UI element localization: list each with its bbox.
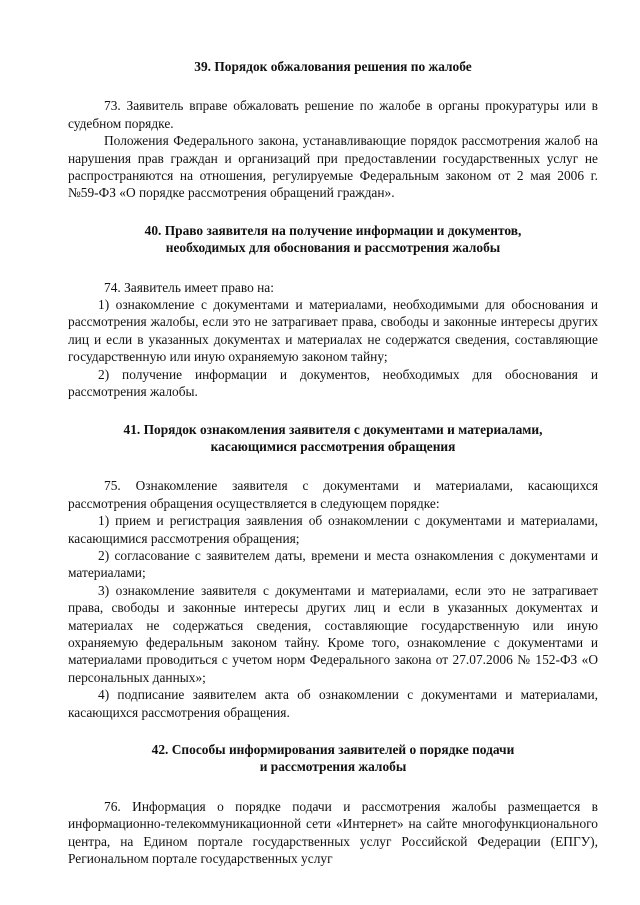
paragraph-74-item-2: 2) получение информации и документов, необходимых для обоснования и рассмотрения жалобы. bbox=[68, 366, 598, 400]
paragraph-federal-law: Положения Федерального закона, устанавливающие порядок рассмотрения жалоб на нарушения прав граждан и организаций при предоставлении государственных услуг не распространяются на отношения, регулируемые Федеральным законом от 2 мая 2006 г. №59-ФЗ «О порядке рассмотрения обращений граждан». bbox=[68, 133, 598, 201]
paragraph-75-item-3: 3) ознакомление заявителя с документами и материалами, если это не затрагивает права, свободы и законные интересы других лиц и если в указанных документах и материалах не содержаться сведения, составляющие государственную или иную охраняемую федеральным законом тайну. Кроме того, ознакомление с документами и материалами проводиться с учетом норм Федерального закона от 27.07.2006 № 152-ФЗ «О персональных данных»; bbox=[68, 582, 598, 685]
section-40-heading-line1: 40. Право заявителя на получение информации и документов, bbox=[144, 222, 522, 238]
paragraph-75: 75. Ознакомление заявителя с документами и материалами, касающихся рассмотрения обращения осуществляется в следующем порядке: bbox=[68, 478, 598, 511]
paragraph-76: 76. Информация о порядке подачи и рассмотрения жалобы размещается в информационно-телекоммуникационной сети «Интернет» на сайте многофункционального центра, на Едином портале государственных услуг Российской Федерации (ЕПГУ), Региональном портале государственных услуг bbox=[68, 798, 598, 867]
paragraph-74: 74. Заявитель имеет право на: bbox=[104, 279, 274, 295]
paragraph-73: 73. Заявитель вправе обжаловать решение по жалобе в органы прокуратуры или в судебном порядке. bbox=[68, 98, 598, 131]
paragraph-74-item-1: 1) ознакомление с документами и материалами, необходимыми для обоснования и рассмотрения жалобы, если это не затрагивает права, свободы и законные интересы других лиц и если в указанных документах и материалах не содержатся сведения, составляющие государственную или иную охраняемую законом тайну; bbox=[68, 297, 598, 365]
section-39-heading: 39. Порядок обжалования решения по жалобе bbox=[194, 59, 472, 74]
section-40-heading-line2: необходимых для обоснования и рассмотрения жалобы bbox=[165, 240, 501, 256]
paragraph-75-item-1: 1) прием и регистрация заявления об ознакомлении с документами и материалами, касающимися рассмотрения обращения; bbox=[68, 513, 598, 546]
section-40-heading bbox=[68, 222, 598, 257]
section-41-heading-line2: касающимися рассмотрения обращения bbox=[210, 438, 456, 454]
section-41-heading-line1: 41. Порядок ознакомления заявителя с документами и материалами, bbox=[123, 421, 543, 437]
section-41-heading bbox=[68, 421, 598, 456]
section-42-heading-line2: и рассмотрения жалобы bbox=[259, 759, 407, 775]
paragraph-75-item-2: 2) согласование с заявителем даты, времени и места ознакомления с документами и материалами; bbox=[68, 547, 598, 581]
section-42-heading-line1: 42. Способы информирования заявителей о порядке подачи bbox=[151, 742, 515, 757]
section-42-heading bbox=[68, 741, 598, 776]
paragraph-75-item-4: 4) подписание заявителем акта об ознакомлении с документами и материалами, касающихся рассмотрения обращения. bbox=[68, 687, 598, 720]
